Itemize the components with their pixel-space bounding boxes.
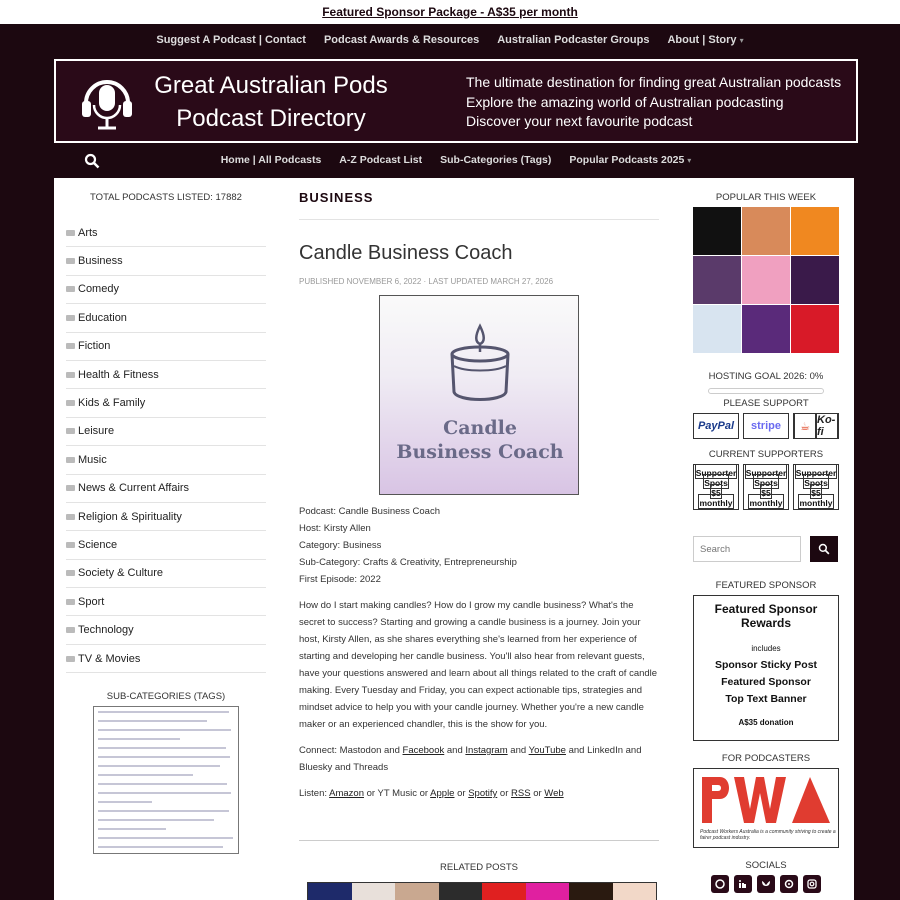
nav-az-list[interactable]: A-Z Podcast List bbox=[339, 154, 423, 166]
top-banner bbox=[0, 0, 900, 24]
related-thumb[interactable] bbox=[352, 883, 396, 900]
spot-line: Supporter bbox=[795, 464, 838, 479]
category-item[interactable] bbox=[66, 531, 266, 559]
related-thumb[interactable] bbox=[395, 883, 439, 900]
for-podcasters-heading: FOR PODCASTERS bbox=[721, 753, 811, 764]
folder-icon bbox=[66, 286, 75, 292]
please-support-heading: PLEASE SUPPORT bbox=[723, 398, 809, 409]
current-supporters-heading: CURRENT SUPPORTERS bbox=[708, 449, 824, 460]
nav-groups[interactable]: Australian Podcaster Groups bbox=[497, 34, 650, 46]
site-title-line2: Podcast Directory bbox=[176, 105, 366, 132]
popular-thumb[interactable] bbox=[693, 207, 741, 255]
popular-thumb[interactable] bbox=[742, 256, 790, 304]
facebook-link[interactable]: Facebook bbox=[402, 745, 445, 756]
apple-link[interactable]: Apple bbox=[430, 788, 455, 799]
folder-icon bbox=[66, 656, 75, 662]
category-label: Fiction bbox=[78, 340, 111, 353]
spot-line: Supporter bbox=[745, 464, 788, 479]
listen-text: or YT Music or bbox=[366, 788, 429, 799]
hosting-goal: HOSTING GOAL 2026: 0% bbox=[708, 371, 824, 382]
category-label: Education bbox=[78, 311, 127, 324]
sponsor-item: Sponsor Sticky Post bbox=[714, 659, 818, 671]
connect-text: and bbox=[510, 745, 527, 756]
spot-line: $5 bbox=[760, 484, 771, 499]
amazon-link[interactable]: Amazon bbox=[329, 788, 364, 799]
right-sidebar bbox=[693, 178, 839, 893]
spot-line: $5 bbox=[810, 484, 821, 499]
category-item[interactable] bbox=[66, 560, 266, 588]
folder-icon bbox=[66, 372, 75, 378]
related-thumb[interactable] bbox=[482, 883, 526, 900]
paypal-button[interactable]: PayPal bbox=[693, 413, 739, 439]
social-icons bbox=[693, 875, 839, 893]
category-label: Business bbox=[78, 255, 123, 268]
cover-text-line: Candle bbox=[443, 417, 517, 439]
category-item[interactable] bbox=[66, 475, 266, 503]
nav-awards[interactable]: Podcast Awards & Resources bbox=[323, 34, 480, 46]
search-button[interactable] bbox=[810, 536, 838, 562]
site-title bbox=[151, 69, 391, 135]
spotify-link[interactable]: Spotify bbox=[468, 788, 498, 799]
category-item[interactable] bbox=[66, 645, 266, 673]
spot-line: Spots bbox=[803, 474, 829, 489]
listen-text: or bbox=[499, 788, 509, 799]
site-tagline bbox=[466, 73, 841, 132]
folder-icon bbox=[66, 315, 75, 321]
sponsor-item: Featured Sponsor bbox=[721, 676, 811, 688]
left-sidebar bbox=[66, 178, 266, 854]
tagline-line: The ultimate destination for finding great Australian podcasts bbox=[466, 74, 842, 90]
spot-line: monthly bbox=[748, 494, 783, 509]
nav-home[interactable]: Home | All Podcasts bbox=[220, 154, 322, 166]
main-nav bbox=[54, 145, 858, 177]
category-label: Religion & Spirituality bbox=[78, 510, 182, 523]
popular-heading: POPULAR THIS WEEK bbox=[715, 192, 817, 203]
category-label: Music bbox=[78, 453, 107, 466]
related-thumb[interactable] bbox=[613, 883, 657, 900]
sponsor-item: Top Text Banner bbox=[725, 693, 807, 705]
category-label: TV & Movies bbox=[78, 652, 141, 665]
popular-thumb[interactable] bbox=[693, 305, 741, 353]
folder-icon bbox=[66, 627, 75, 633]
pwa-logo bbox=[700, 775, 834, 827]
popular-grid bbox=[693, 207, 839, 353]
category-label: Society & Culture bbox=[78, 567, 163, 580]
sponsor-includes: includes bbox=[751, 644, 781, 653]
listen-text: or bbox=[457, 788, 466, 799]
folder-icon bbox=[66, 485, 75, 491]
popular-thumb[interactable] bbox=[791, 207, 839, 255]
sponsor-heading: Featured Sponsor Rewards bbox=[714, 602, 818, 630]
popular-thumb[interactable] bbox=[791, 305, 839, 353]
top-nav bbox=[0, 24, 900, 56]
nav-suggest[interactable]: Suggest A Podcast | Contact bbox=[156, 34, 306, 46]
listen-links bbox=[299, 785, 659, 802]
nav-about-label: About | Story bbox=[667, 34, 737, 46]
spot-line: Spots bbox=[703, 474, 729, 489]
search-icon[interactable] bbox=[84, 153, 100, 169]
category-item[interactable] bbox=[66, 418, 266, 446]
category-label: Comedy bbox=[78, 283, 119, 296]
category-item[interactable] bbox=[66, 276, 266, 304]
kofi-button[interactable] bbox=[793, 413, 839, 439]
connect-links bbox=[299, 742, 659, 776]
supporter-spot[interactable] bbox=[743, 464, 789, 510]
category-label: Health & Fitness bbox=[78, 368, 159, 381]
connect-text: and bbox=[446, 745, 463, 756]
tagline-line: Discover your next favourite podcast bbox=[466, 113, 693, 129]
post-title[interactable]: Candle Business Coach bbox=[299, 242, 513, 264]
mastodon-icon[interactable] bbox=[711, 875, 729, 893]
sidebar-search bbox=[693, 536, 839, 562]
subcategories-heading: SUB-CATEGORIES (TAGS) bbox=[106, 691, 226, 703]
supporter-spot[interactable] bbox=[693, 464, 739, 510]
category-item[interactable] bbox=[66, 247, 266, 275]
folder-icon bbox=[66, 428, 75, 434]
stripe-button[interactable]: stripe bbox=[743, 413, 789, 439]
nav-about[interactable] bbox=[667, 34, 743, 46]
folder-icon bbox=[66, 570, 75, 576]
supporter-spots bbox=[693, 464, 839, 510]
featured-sponsor-heading: FEATURED SPONSOR bbox=[715, 580, 817, 591]
related-thumb[interactable] bbox=[308, 883, 352, 900]
listen-text: or bbox=[533, 788, 542, 799]
related-thumb[interactable] bbox=[439, 883, 483, 900]
socials-heading: SOCIALS bbox=[745, 860, 787, 871]
bluesky-icon[interactable] bbox=[757, 875, 775, 893]
connect-text: and LinkedIn and Bluesky and Threads bbox=[299, 745, 642, 773]
candle-icon bbox=[445, 322, 515, 406]
total-podcasts: TOTAL PODCASTS LISTED: 17882 bbox=[90, 192, 242, 203]
subcategory-tag-cloud[interactable] bbox=[93, 706, 239, 854]
cover-text bbox=[380, 416, 580, 464]
pwa-banner[interactable] bbox=[693, 768, 839, 848]
category-list bbox=[66, 219, 266, 673]
folder-icon bbox=[66, 258, 75, 264]
instagram-icon[interactable] bbox=[803, 875, 821, 893]
search-icon bbox=[818, 543, 830, 555]
popular-thumb[interactable] bbox=[742, 305, 790, 353]
podcast-info bbox=[299, 503, 659, 588]
kofi-label: Ko-fi bbox=[816, 413, 838, 439]
nav-popular[interactable] bbox=[569, 154, 691, 166]
post-area bbox=[299, 178, 659, 900]
folder-icon bbox=[66, 599, 75, 605]
nav-subcategories[interactable]: Sub-Categories (Tags) bbox=[440, 154, 552, 166]
microphone-headphones-icon bbox=[80, 73, 134, 131]
content-area bbox=[54, 178, 854, 900]
featured-sponsor-link[interactable]: Featured Sponsor Package - A$35 per month bbox=[322, 5, 578, 19]
divider bbox=[299, 840, 659, 841]
category-item[interactable] bbox=[66, 588, 266, 616]
section-title: BUSINESS bbox=[299, 190, 659, 220]
info-subcategory: Sub-Category: Crafts & Creativity, Entrepreneurship bbox=[299, 557, 517, 568]
category-label: Science bbox=[78, 538, 118, 551]
folder-icon bbox=[66, 230, 75, 236]
folder-icon bbox=[66, 343, 75, 349]
category-label: Leisure bbox=[78, 425, 115, 438]
related-thumb[interactable] bbox=[569, 883, 613, 900]
connect-text: Connect: Mastodon and bbox=[299, 745, 400, 756]
related-posts-strip bbox=[307, 882, 657, 900]
info-podcast: Podcast: Candle Business Coach bbox=[299, 506, 440, 517]
search-input[interactable] bbox=[693, 536, 801, 562]
category-label: Kids & Family bbox=[78, 397, 146, 410]
featured-sponsor-box[interactable] bbox=[693, 595, 839, 741]
spot-line: monthly bbox=[798, 494, 833, 509]
category-label: Sport bbox=[78, 595, 105, 608]
folder-icon bbox=[66, 400, 75, 406]
sponsor-price: A$35 donation bbox=[738, 718, 794, 727]
category-label: Technology bbox=[78, 624, 134, 637]
supporter-spot[interactable] bbox=[793, 464, 839, 510]
category-item[interactable] bbox=[66, 304, 266, 332]
podcast-description: How do I start making candles? How do I grow my candle business? What's the secret to success? Starting and growing a candle business is a journey. Join your host, Kirsty Allen, as she shares everything she's learned from her experience of starting and developing her candle business. You'll also hear from relevant guests, have your questions answered and learn about all things related to the craft of candle making. Every Tuesday and Friday, you can expect actionable tips, strategies and mindset advice to help you with your candle journey. Whether you're a new candle maker or an experienced chandler, this is the show for you. bbox=[299, 600, 658, 730]
chevron-down-icon: ▾ bbox=[687, 156, 692, 165]
popular-thumb[interactable] bbox=[693, 256, 741, 304]
category-label: Arts bbox=[78, 226, 98, 239]
info-host: Host: Kirsty Allen bbox=[299, 523, 371, 534]
folder-icon bbox=[66, 514, 75, 520]
spot-line: Supporter bbox=[695, 464, 738, 479]
rss-link[interactable]: RSS bbox=[511, 788, 531, 799]
nav-popular-label: Popular Podcasts 2025 bbox=[569, 154, 685, 166]
podcast-cover bbox=[379, 295, 579, 495]
post-meta: PUBLISHED NOVEMBER 6, 2022 · LAST UPDATED MARCH 27, 2026 bbox=[299, 277, 554, 286]
category-item[interactable] bbox=[66, 389, 266, 417]
linkedin-icon[interactable] bbox=[734, 875, 752, 893]
related-posts-heading: RELATED POSTS bbox=[440, 862, 518, 873]
hosting-progress-bar bbox=[708, 388, 824, 394]
folder-icon bbox=[66, 542, 75, 548]
category-item[interactable] bbox=[66, 616, 266, 644]
category-item[interactable] bbox=[66, 219, 266, 247]
info-category: Category: Business bbox=[299, 540, 382, 551]
spot-line: $5 bbox=[710, 484, 721, 499]
listen-text: Listen: bbox=[299, 788, 327, 799]
category-item[interactable] bbox=[66, 446, 266, 474]
tagline-line: Explore the amazing world of Australian podcasting bbox=[466, 93, 784, 110]
spot-line: monthly bbox=[698, 494, 733, 509]
related-thumb[interactable] bbox=[526, 883, 570, 900]
instagram-link[interactable]: Instagram bbox=[465, 745, 508, 756]
popular-thumb[interactable] bbox=[791, 256, 839, 304]
web-link[interactable]: Web bbox=[544, 788, 564, 799]
site-title-line1: Great Australian Pods bbox=[154, 72, 388, 99]
site-header[interactable] bbox=[54, 59, 858, 143]
spot-line: Spots bbox=[753, 474, 779, 489]
category-label: News & Current Affairs bbox=[78, 482, 190, 495]
chevron-down-icon: ▾ bbox=[739, 36, 744, 45]
coffee-cup-icon: ☕ bbox=[794, 413, 816, 439]
payment-buttons bbox=[693, 413, 839, 439]
pwa-caption: Podcast Workers Australia is a community striving to create a fairer podcast industry. bbox=[700, 829, 836, 841]
info-first-episode: First Episode: 2022 bbox=[299, 574, 381, 585]
category-item[interactable] bbox=[66, 333, 266, 361]
youtube-link[interactable]: YouTube bbox=[528, 745, 566, 756]
category-item[interactable] bbox=[66, 361, 266, 389]
category-item[interactable] bbox=[66, 503, 266, 531]
cover-text-line: Business Coach bbox=[396, 441, 564, 463]
threads-icon[interactable] bbox=[780, 875, 798, 893]
popular-thumb[interactable] bbox=[742, 207, 790, 255]
folder-icon bbox=[66, 457, 75, 463]
